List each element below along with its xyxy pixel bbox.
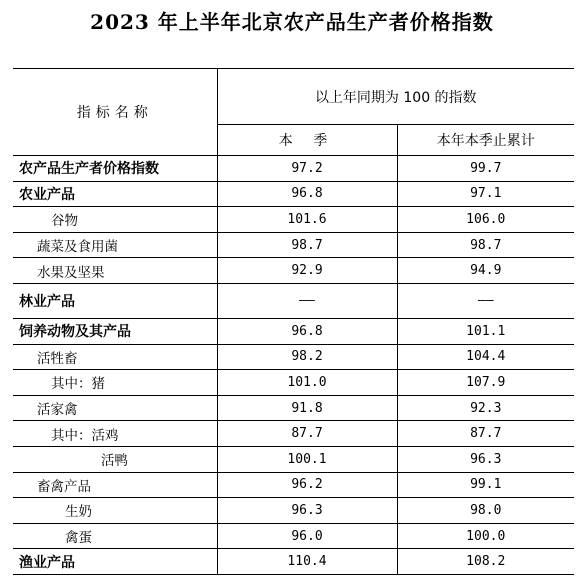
row-quarter-value: 87.7 bbox=[217, 421, 397, 447]
table-row bbox=[13, 370, 574, 396]
row-name: 活家禽 bbox=[13, 395, 217, 421]
row-name: 农业产品 bbox=[13, 181, 217, 207]
row-name: 林业产品 bbox=[13, 283, 217, 318]
row-name: 其中：猪 bbox=[13, 370, 217, 396]
header-indicator-name: 指标名称 bbox=[13, 69, 217, 156]
row-name: 活鸭 bbox=[13, 446, 217, 472]
row-quarter-value: 96.8 bbox=[217, 318, 397, 344]
row-cumulative-value: 104.4 bbox=[466, 349, 506, 365]
row-quarter-value: 101.0 bbox=[217, 370, 397, 396]
table-row bbox=[13, 283, 574, 318]
header-cumulative: 本年本季止累计 bbox=[397, 125, 574, 156]
row-cumulative-value: 100.0 bbox=[466, 528, 506, 544]
row-cumulative-value: 97.1 bbox=[470, 186, 502, 202]
header-this-quarter: 本 季 bbox=[217, 125, 397, 156]
table-row bbox=[13, 258, 574, 284]
table-row bbox=[13, 395, 574, 421]
table-row bbox=[13, 498, 574, 524]
table-row bbox=[13, 523, 574, 549]
row-cumulative-value: 94.9 bbox=[470, 263, 502, 279]
row-quarter-value: 98.2 bbox=[217, 344, 397, 370]
row-quarter-value: 97.2 bbox=[217, 156, 397, 182]
row-name: 农产品生产者价格指数 bbox=[13, 156, 217, 182]
row-cumulative-value: 99.1 bbox=[470, 477, 502, 493]
row-cumulative-value: 98.7 bbox=[470, 237, 502, 253]
table-row bbox=[13, 207, 574, 233]
row-name: 渔业产品 bbox=[13, 549, 217, 575]
price-index-table bbox=[13, 68, 574, 575]
row-cumulative-value: 108.2 bbox=[466, 554, 506, 570]
row-cumulative-value: —— bbox=[477, 293, 494, 309]
table-row bbox=[13, 181, 574, 207]
row-name: 禽蛋 bbox=[13, 523, 217, 549]
row-quarter-value: 110.4 bbox=[217, 549, 397, 575]
table-row bbox=[13, 446, 574, 472]
row-name: 饲养动物及其产品 bbox=[13, 318, 217, 344]
row-quarter-value: 96.8 bbox=[217, 181, 397, 207]
row-cumulative-value: 92.3 bbox=[470, 400, 502, 416]
row-quarter-value: 96.3 bbox=[217, 498, 397, 524]
header-index-group: 以上年同期为 100 的指数 bbox=[217, 69, 574, 125]
row-quarter-value: 100.1 bbox=[217, 446, 397, 472]
table-row bbox=[13, 472, 574, 498]
row-cumulative-value: 96.3 bbox=[470, 451, 502, 467]
row-quarter-value: 92.9 bbox=[217, 258, 397, 284]
row-quarter-value: 96.0 bbox=[217, 523, 397, 549]
table-row bbox=[13, 421, 574, 447]
table-row bbox=[13, 344, 574, 370]
table-row bbox=[13, 232, 574, 258]
table-row bbox=[13, 318, 574, 344]
row-cumulative-value: 107.9 bbox=[466, 374, 506, 390]
row-cumulative-value: 99.7 bbox=[470, 160, 502, 176]
row-quarter-value: 91.8 bbox=[217, 395, 397, 421]
table-title: 2023 年上半年北京农产品生产者价格指数 bbox=[90, 10, 494, 34]
table-row bbox=[13, 549, 574, 575]
table-row bbox=[13, 156, 574, 182]
row-cumulative-value: 101.1 bbox=[466, 323, 506, 339]
row-cumulative-value: 106.0 bbox=[466, 211, 506, 227]
row-name: 水果及坚果 bbox=[13, 258, 217, 284]
row-name: 活牲畜 bbox=[13, 344, 217, 370]
row-name: 谷物 bbox=[13, 207, 217, 233]
row-cumulative-value: 98.0 bbox=[470, 502, 502, 518]
row-name: 蔬菜及食用菌 bbox=[13, 232, 217, 258]
row-cumulative-value: 87.7 bbox=[470, 426, 502, 442]
row-quarter-value: 98.7 bbox=[217, 232, 397, 258]
row-quarter-value: 101.6 bbox=[217, 207, 397, 233]
row-name: 其中：活鸡 bbox=[13, 421, 217, 447]
row-name: 生奶 bbox=[13, 498, 217, 524]
row-quarter-value: 96.2 bbox=[217, 472, 397, 498]
row-quarter-value: —— bbox=[217, 283, 397, 318]
row-name: 畜禽产品 bbox=[13, 472, 217, 498]
